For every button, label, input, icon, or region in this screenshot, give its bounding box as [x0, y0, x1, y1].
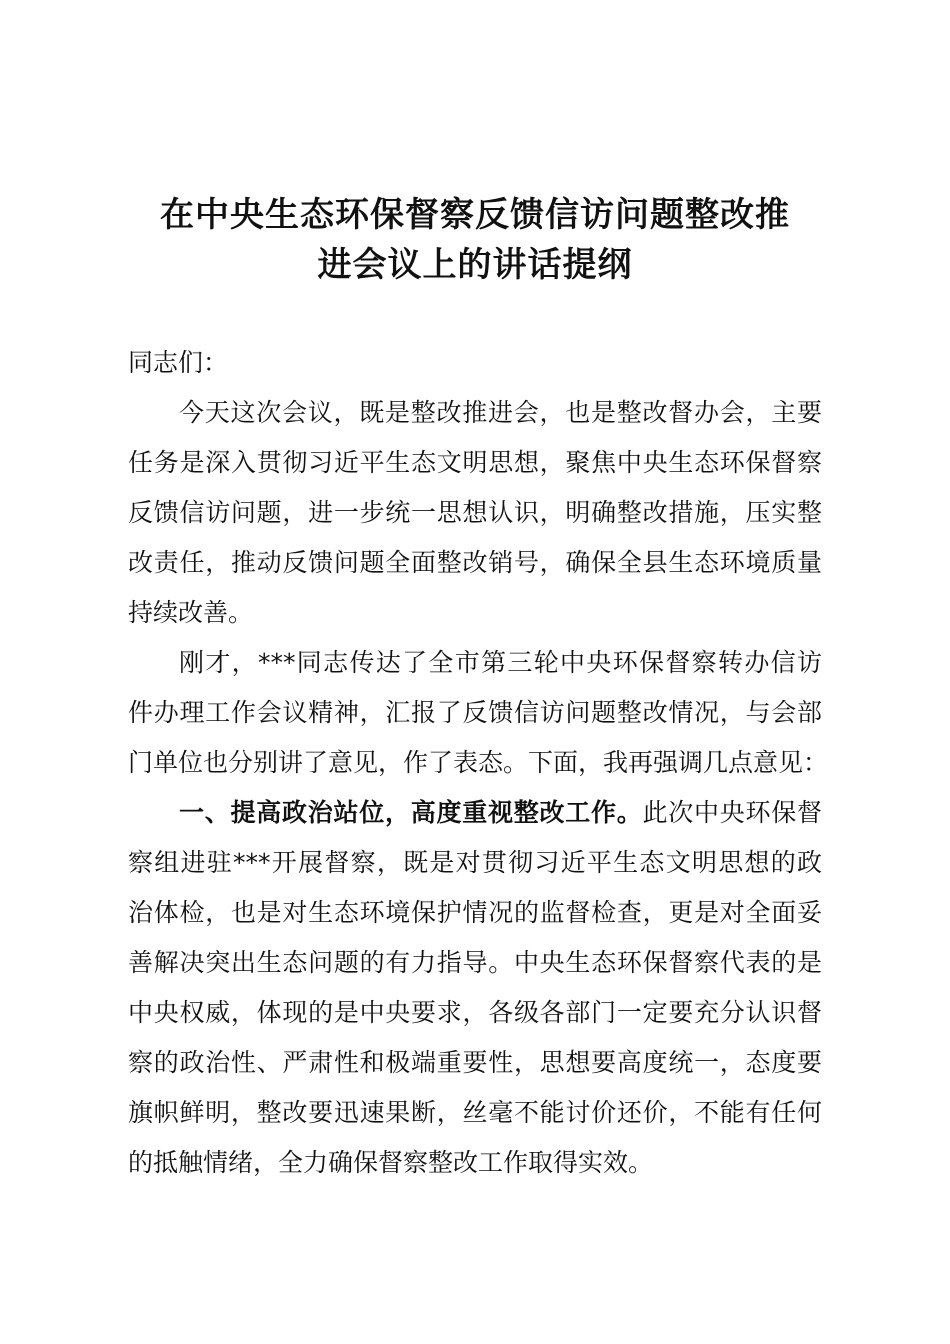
text-line: 件办理工作会议精神，汇报了反馈信访问题整改情况，与会部	[128, 698, 822, 727]
greeting: 同志们：	[128, 348, 229, 377]
text-line: 门单位也分别讲了意见，作了表态。下面，我再强调几点意见：	[128, 748, 829, 777]
document-title	[0, 190, 950, 290]
text-line: 改责任，推动反馈问题全面整改销号，确保全县生态环境质量	[128, 548, 822, 577]
title-line: 在中央生态环保督察反馈信访问题整改推	[160, 195, 790, 235]
section-heading: 一、提高政治站位，高度重视整改工作。	[179, 798, 643, 827]
section-text: 此次中央环保督	[642, 798, 822, 827]
text-line: 的抵触情绪，全力确保督察整改工作取得实效。	[128, 1148, 654, 1177]
text-line: 反馈信访问题，进一步统一思想认识，明确整改措施，压实整	[128, 498, 822, 527]
text-line: 中央权威，体现的是中央要求，各级各部门一定要充分认识督	[128, 998, 822, 1027]
paragraph-intro	[128, 388, 822, 638]
text-line: 任务是深入贯彻习近平生态文明思想，聚焦中央生态环保督察	[128, 448, 822, 477]
section-1	[128, 788, 822, 1188]
paragraph-summary	[128, 638, 829, 788]
text-line: 察组进驻***开展督察，既是对贯彻习近平生态文明思想的政	[128, 848, 822, 877]
text-line: 旗帜鲜明，整改要迅速果断，丝毫不能讨价还价，不能有任何	[128, 1098, 822, 1127]
text-line: 治体检，也是对生态环境保护情况的监督检查，更是对全面妥	[128, 898, 822, 927]
document-body	[128, 338, 829, 1188]
text-line: 持续改善。	[128, 598, 254, 627]
text-line: 察的政治性、严肃性和极端重要性，思想要高度统一，态度要	[128, 1048, 822, 1077]
text-line: 刚才，***同志传达了全市第三轮中央环保督察转办信访	[179, 648, 822, 677]
text-line	[128, 788, 822, 838]
text-line: 善解决突出生态问题的有力指导。中央生态环保督察代表的是	[128, 948, 822, 977]
title-line: 进会议上的讲话提纲	[317, 245, 633, 285]
text-line: 今天这次会议，既是整改推进会，也是整改督办会，主要	[179, 398, 822, 427]
